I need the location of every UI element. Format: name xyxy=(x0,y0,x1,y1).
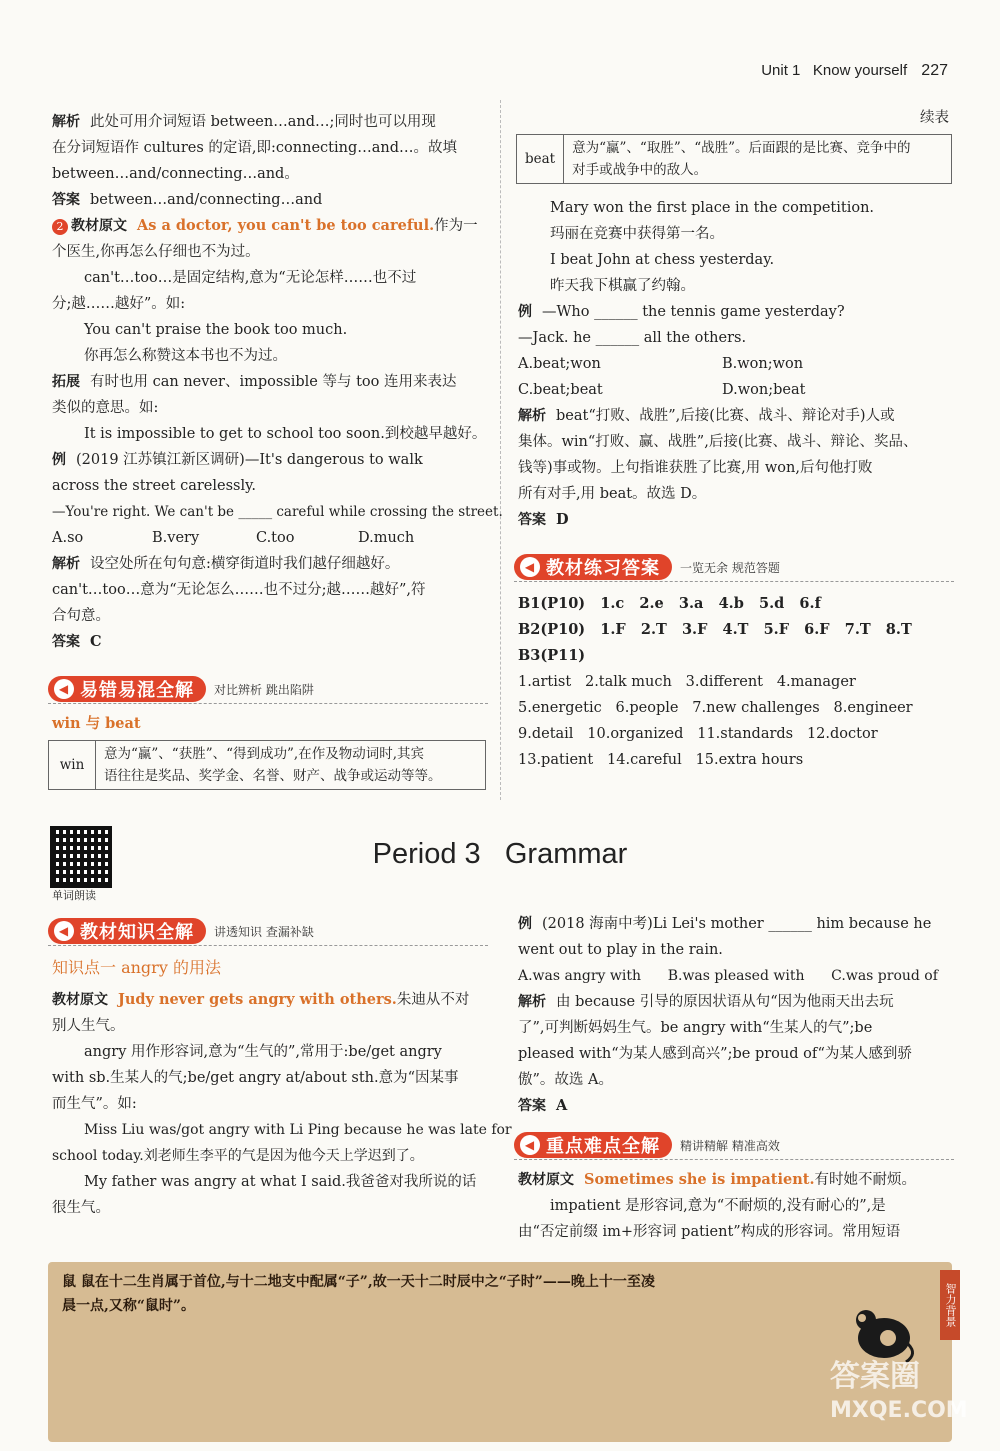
unit-label: Unit 1 xyxy=(761,62,801,79)
example-cn: 昨天我下棋赢了约翰。 xyxy=(550,278,695,294)
example-en: school today.刘老师生李平的气是因为他今天上学迟到了。 xyxy=(52,1148,424,1164)
knowledge-banner: ◀ 教材知识全解 讲透知识 查漏补缺 xyxy=(48,918,314,944)
question-line: 例 (2019 江苏镇江新区调研)—It's dangerous to walk xyxy=(52,452,423,468)
explanation-line: can't…too…意为“无论怎么……也不过分;越……越好”,符 xyxy=(52,582,426,598)
option-c: C.beat;beat xyxy=(518,382,603,398)
answers-row: 13.patient 14.careful 15.extra hours xyxy=(518,752,804,768)
question-line: across the street carelessly. xyxy=(52,478,256,494)
section-heading: win 与 beat xyxy=(52,715,141,732)
explanation-line: 所有对手,用 beat。故选 D。 xyxy=(518,486,707,502)
megaphone-icon: ◀ xyxy=(54,921,74,941)
example-cn: 玛丽在竞赛中获得第一名。 xyxy=(550,226,724,242)
example-cn: 你再怎么称赞这本书也不为过。 xyxy=(84,348,287,364)
dashed-rule xyxy=(514,1159,954,1160)
explanation-line: between…and/connecting…and。 xyxy=(52,166,299,182)
extension-line: 拓展 有时也用 can never、impossible 等与 too 连用来表达 xyxy=(52,374,457,390)
megaphone-icon: ◀ xyxy=(520,557,540,577)
example-en: My father was angry at what I said.我爸爸对我所说的话 xyxy=(84,1174,477,1190)
options-line: A.was angry with B.was pleased with C.was proud of xyxy=(518,968,938,984)
explanation-line: 解析 由 because 引导的原因状语从句“因为他雨天出去玩 xyxy=(518,994,894,1010)
unit-title: Know yourself xyxy=(812,62,908,79)
body-line: 而生气”。如: xyxy=(52,1096,137,1112)
body-line: can't…too…是固定结构,意为“无论怎样……也不过 xyxy=(84,270,417,286)
answer-line: 答案 A xyxy=(518,1097,568,1114)
body-line: angry 用作形容词,意为“生气的”,常用于:be/get angry xyxy=(84,1044,442,1060)
explanation-line: 傲”。故选 A。 xyxy=(518,1072,613,1088)
continued-label: 续表 xyxy=(920,110,949,126)
explanation-line: 解析 设空处所在句句意:横穿街道时我们越仔细越好。 xyxy=(52,556,400,572)
textbook-source-line: 教材原文 Sometimes she is impatient.有时她不耐烦。 xyxy=(518,1171,916,1188)
explanation-line: 合句意。 xyxy=(52,608,110,624)
period-title: Period 3 Grammar xyxy=(372,838,628,870)
explanation-line: pleased with“为某人感到高兴”;be proud of“为某人感到骄 xyxy=(518,1046,912,1062)
example-en: Miss Liu was/got angry with Li Ping because he was late for xyxy=(84,1122,512,1138)
answers-row: 5.energetic 6.people 7.new challenges 8.engineer xyxy=(518,700,913,716)
body-line: 个医生,你再怎么仔细也不为过。 xyxy=(52,244,260,260)
word-cell: win xyxy=(49,741,96,790)
option-b: B.won;won xyxy=(722,356,804,372)
exercise-answers-banner: ◀ 教材练习答案 一览无余 规范答题 xyxy=(514,554,780,580)
answers-b2: B2(P10) 1.F 2.T 3.F 4.T 5.F 6.F 7.T 8.T xyxy=(518,621,912,638)
definition-cell: 意为“赢”、“获胜”、“得到成功”,在作及物动词时,其宾 语往往是奖品、奖学金、名誉、财产、战争或运动等等。 xyxy=(96,741,486,790)
body-line: impatient 是形容词,意为“不耐烦的,没有耐心的”,是 xyxy=(550,1198,886,1214)
explanation-line: 解析 beat“打败、战胜”,后接(比赛、战斗、辩论对手)人或 xyxy=(518,408,895,424)
qr-label: 单词朗读 xyxy=(52,889,96,902)
question-line: —Jack. he ______ all the others. xyxy=(518,330,747,346)
answer-line: 答案 D xyxy=(518,511,569,528)
question-line: 例 —Who ______ the tennis game yesterday? xyxy=(518,304,845,320)
answers-row: 9.detail 10.organized 11.standards 12.doctor xyxy=(518,726,878,742)
question-line: —You're right. We can't be _____ careful while crossing the street. xyxy=(52,504,503,520)
option-d: D.won;beat xyxy=(722,382,806,398)
beat-definition-table xyxy=(516,134,952,184)
question-line: went out to play in the rain. xyxy=(518,942,723,958)
explanation-line: 在分词短语作 cultures 的定语,即:connecting…and…。故填 xyxy=(52,140,458,156)
option-a: A.beat;won xyxy=(518,356,601,372)
explanation-line: 了”,可判断妈妈生气。be angry with“生某人的气”;be xyxy=(518,1020,873,1036)
option-c: C.too xyxy=(256,530,295,546)
example-en: You can't praise the book too much. xyxy=(84,322,348,338)
number-badge: 2 xyxy=(52,219,68,235)
footer-text: 晨一点,又称“鼠时”。 xyxy=(62,1298,195,1314)
question-line: 例 (2018 海南中考)Li Lei's mother ______ him because he xyxy=(518,916,932,932)
word-cell: beat xyxy=(517,135,564,184)
body-line: 类似的意思。如: xyxy=(52,400,159,416)
explanation-line: 钱等)事或物。上句指谁获胜了比赛,用 won,后句他打败 xyxy=(518,460,873,476)
mix-up-banner: ◀ 易错易混全解 对比辨析 跳出陷阱 xyxy=(48,676,314,702)
answers-b3: B3(P11) xyxy=(518,647,586,664)
explanation-line: 集体。win“打败、赢、战胜”,后接(比赛、战斗、辩论、奖品、 xyxy=(518,434,918,450)
body-line: 别人生气。 xyxy=(52,1018,125,1034)
answer-line: 答案 between…and/connecting…and xyxy=(52,192,323,208)
page-number: 227 xyxy=(921,62,948,79)
footer-text: 鼠 鼠在十二生肖属于首位,与十二地支中配属“子”,故一天十二时辰中之“子时”——晚上十一至凌 xyxy=(62,1274,655,1290)
body-line: 分;越……越好”。如: xyxy=(52,296,186,312)
answers-row: 1.artist 2.talk much 3.different 4.manager xyxy=(518,674,856,690)
textbook-source-line: 教材原文 Judy never gets angry with others.朱迪从不对 xyxy=(52,991,470,1008)
megaphone-icon: ◀ xyxy=(54,679,74,699)
explanation-line: 解析 此处可用介词短语 between…and…;同时也可以用现 xyxy=(52,114,436,130)
example-en: Mary won the first place in the competition. xyxy=(550,200,875,216)
rat-illustration-icon xyxy=(848,1298,918,1366)
body-line: with sb.生某人的气;be/get angry at/about sth.意为“因某事 xyxy=(52,1070,459,1086)
example-en: It is impossible to get to school too soon.到校越早越好。 xyxy=(84,426,487,442)
answer-line: 答案 C xyxy=(52,633,102,650)
page-header xyxy=(761,62,948,80)
option-d: D.much xyxy=(358,530,415,546)
option-a: A.so xyxy=(52,530,84,546)
answers-b1: B1(P10) 1.c 2.e 3.a 4.b 5.d 6.f xyxy=(518,595,821,612)
win-definition-table xyxy=(48,740,486,790)
option-b: B.very xyxy=(152,530,200,546)
column-divider xyxy=(500,100,501,800)
textbook-source-line: 2 教材原文 As a doctor, you can't be too careful.作为一 xyxy=(52,216,478,236)
dashed-rule xyxy=(514,581,954,582)
megaphone-icon: ◀ xyxy=(520,1135,540,1155)
side-tag: 智力背景 xyxy=(940,1270,960,1340)
example-en: I beat John at chess yesterday. xyxy=(550,252,775,268)
key-points-banner: ◀ 重点难点全解 精讲精解 精准高效 xyxy=(514,1132,780,1158)
knowledge-point-heading: 知识点一 angry 的用法 xyxy=(52,958,221,977)
body-line: 由“否定前缀 im+形容词 patient”构成的形容词。常用短语 xyxy=(518,1224,901,1240)
example-cn: 很生气。 xyxy=(52,1200,110,1216)
dashed-rule xyxy=(48,945,488,946)
dashed-rule xyxy=(48,703,488,704)
watermark: 答案圈 MXQE.COM xyxy=(830,1359,968,1423)
definition-cell: 意为“赢”、“取胜”、“战胜”。后面跟的是比赛、竞争中的 对手或战争中的敌人。 xyxy=(564,135,952,184)
